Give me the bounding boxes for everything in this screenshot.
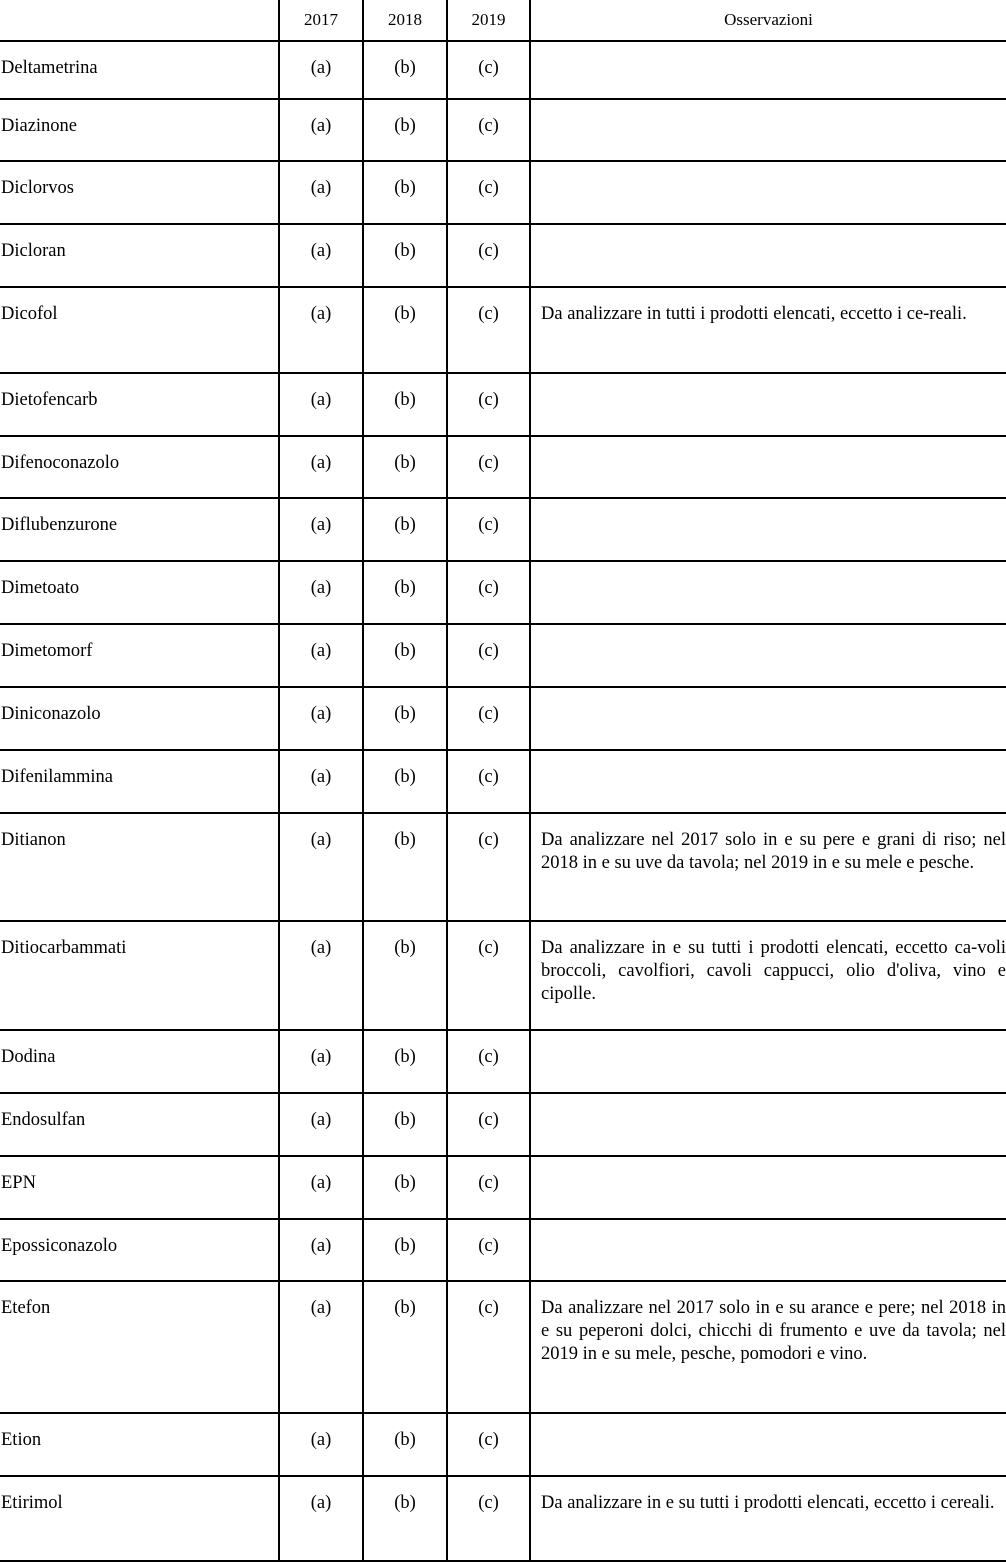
- code-2018: (b): [363, 373, 447, 436]
- code-2017: (a): [279, 436, 363, 498]
- table-row: [0, 750, 1006, 813]
- code-2017: (a): [279, 624, 363, 687]
- observation-text: [530, 1093, 1006, 1156]
- code-2019: (c): [447, 287, 530, 373]
- code-2018: (b): [363, 498, 447, 561]
- substance-name: EPN: [0, 1156, 279, 1219]
- substance-name: Epossiconazolo: [0, 1219, 279, 1281]
- code-2018: (b): [363, 1156, 447, 1219]
- code-2017: (a): [279, 161, 363, 224]
- header-year-2019: 2019: [447, 0, 530, 41]
- code-2019: (c): [447, 373, 530, 436]
- observation-text: Da analizzare nel 2017 solo in e su arance e pere; nel 2018 in e su peperoni dolci, chicchi di frumento e uve da tavola; nel 2019 in e su mele, pesche, pomodori e vino.: [530, 1281, 1006, 1413]
- code-2019: (c): [447, 41, 530, 99]
- code-2018: (b): [363, 99, 447, 161]
- code-2019: (c): [447, 1476, 530, 1561]
- header-row: [0, 0, 1006, 41]
- table-row: [0, 1476, 1006, 1561]
- code-2017: (a): [279, 561, 363, 624]
- code-2017: (a): [279, 1156, 363, 1219]
- code-2017: (a): [279, 921, 363, 1030]
- code-2018: (b): [363, 41, 447, 99]
- table-row: [0, 498, 1006, 561]
- code-2019: (c): [447, 1219, 530, 1281]
- table-row: [0, 436, 1006, 498]
- code-2017: (a): [279, 99, 363, 161]
- observation-text: Da analizzare in e su tutti i prodotti elencati, eccetto i cereali.: [530, 1476, 1006, 1561]
- observation-text: [530, 498, 1006, 561]
- code-2017: (a): [279, 224, 363, 287]
- table-row: [0, 161, 1006, 224]
- code-2019: (c): [447, 561, 530, 624]
- observation-text: [530, 224, 1006, 287]
- code-2018: (b): [363, 813, 447, 921]
- code-2019: (c): [447, 498, 530, 561]
- code-2018: (b): [363, 287, 447, 373]
- code-2018: (b): [363, 224, 447, 287]
- table-row: [0, 561, 1006, 624]
- observation-text: [530, 1030, 1006, 1093]
- code-2018: (b): [363, 921, 447, 1030]
- observation-text: [530, 624, 1006, 687]
- substance-name: Etion: [0, 1413, 279, 1476]
- observation-text: [530, 373, 1006, 436]
- table-row: [0, 287, 1006, 373]
- substance-name: Diclorvos: [0, 161, 279, 224]
- substance-name: Endosulfan: [0, 1093, 279, 1156]
- code-2019: (c): [447, 624, 530, 687]
- code-2017: (a): [279, 373, 363, 436]
- table-row: [0, 624, 1006, 687]
- substance-name: Dimetoato: [0, 561, 279, 624]
- table-row: [0, 1219, 1006, 1281]
- substance-name: Diflubenzurone: [0, 498, 279, 561]
- code-2017: (a): [279, 1281, 363, 1413]
- substance-name: Dodina: [0, 1030, 279, 1093]
- code-2018: (b): [363, 1476, 447, 1561]
- code-2018: (b): [363, 687, 447, 750]
- code-2019: (c): [447, 1281, 530, 1413]
- substance-name: Difenoconazolo: [0, 436, 279, 498]
- table-row: [0, 1093, 1006, 1156]
- code-2018: (b): [363, 161, 447, 224]
- observation-text: [530, 1156, 1006, 1219]
- code-2017: (a): [279, 1413, 363, 1476]
- code-2019: (c): [447, 1413, 530, 1476]
- code-2017: (a): [279, 1030, 363, 1093]
- code-2018: (b): [363, 750, 447, 813]
- code-2018: (b): [363, 1219, 447, 1281]
- table-row: [0, 373, 1006, 436]
- code-2017: (a): [279, 41, 363, 99]
- code-2019: (c): [447, 161, 530, 224]
- table-row: [0, 1413, 1006, 1476]
- code-2019: (c): [447, 1093, 530, 1156]
- substance-name: Ditianon: [0, 813, 279, 921]
- code-2017: (a): [279, 1476, 363, 1561]
- code-2017: (a): [279, 287, 363, 373]
- observation-text: [530, 1413, 1006, 1476]
- substance-name: Diniconazolo: [0, 687, 279, 750]
- table-row: [0, 687, 1006, 750]
- substance-name: Etirimol: [0, 1476, 279, 1561]
- table-row: [0, 1156, 1006, 1219]
- code-2017: (a): [279, 1219, 363, 1281]
- code-2018: (b): [363, 561, 447, 624]
- substance-name: Dietofencarb: [0, 373, 279, 436]
- code-2019: (c): [447, 687, 530, 750]
- substance-name: Dicofol: [0, 287, 279, 373]
- code-2018: (b): [363, 1281, 447, 1413]
- code-2018: (b): [363, 1413, 447, 1476]
- observation-text: [530, 561, 1006, 624]
- table-row: [0, 41, 1006, 99]
- code-2017: (a): [279, 687, 363, 750]
- observation-text: [530, 750, 1006, 813]
- header-year-2017: 2017: [279, 0, 363, 41]
- substance-name: Dimetomorf: [0, 624, 279, 687]
- code-2017: (a): [279, 813, 363, 921]
- code-2019: (c): [447, 99, 530, 161]
- header-year-2018: 2018: [363, 0, 447, 41]
- code-2017: (a): [279, 498, 363, 561]
- table-row: [0, 1281, 1006, 1413]
- table-row: [0, 1030, 1006, 1093]
- substance-name: Ditiocarbammati: [0, 921, 279, 1030]
- code-2019: (c): [447, 1156, 530, 1219]
- code-2019: (c): [447, 1030, 530, 1093]
- observation-text: [530, 1219, 1006, 1281]
- code-2017: (a): [279, 1093, 363, 1156]
- header-observations: Osservazioni: [530, 0, 1006, 41]
- table-row: [0, 224, 1006, 287]
- observation-text: Da analizzare in tutti i prodotti elencati, eccetto i ce-reali.: [530, 287, 1006, 373]
- table-row: [0, 813, 1006, 921]
- substance-name: Difenilammina: [0, 750, 279, 813]
- substance-name: Diazinone: [0, 99, 279, 161]
- observation-text: [530, 161, 1006, 224]
- code-2019: (c): [447, 921, 530, 1030]
- code-2018: (b): [363, 1093, 447, 1156]
- header-substance: [0, 0, 279, 41]
- code-2018: (b): [363, 624, 447, 687]
- observation-text: [530, 41, 1006, 99]
- code-2017: (a): [279, 750, 363, 813]
- code-2019: (c): [447, 813, 530, 921]
- observation-text: [530, 436, 1006, 498]
- table-row: [0, 921, 1006, 1030]
- code-2019: (c): [447, 436, 530, 498]
- observation-text: [530, 687, 1006, 750]
- code-2018: (b): [363, 436, 447, 498]
- observation-text: Da analizzare in e su tutti i prodotti elencati, eccetto ca-voli broccoli, cavolfiori, cavoli cappucci, olio d'oliva, vino e cipolle.: [530, 921, 1006, 1030]
- table-row: [0, 99, 1006, 161]
- substance-name: Dicloran: [0, 224, 279, 287]
- substance-name: Etefon: [0, 1281, 279, 1413]
- code-2019: (c): [447, 224, 530, 287]
- code-2019: (c): [447, 750, 530, 813]
- observation-text: [530, 99, 1006, 161]
- code-2018: (b): [363, 1030, 447, 1093]
- substance-name: Deltametrina: [0, 41, 279, 99]
- observation-text: Da analizzare nel 2017 solo in e su pere e grani di riso; nel 2018 in e su uve da tavola; nel 2019 in e su mele e pesche.: [530, 813, 1006, 921]
